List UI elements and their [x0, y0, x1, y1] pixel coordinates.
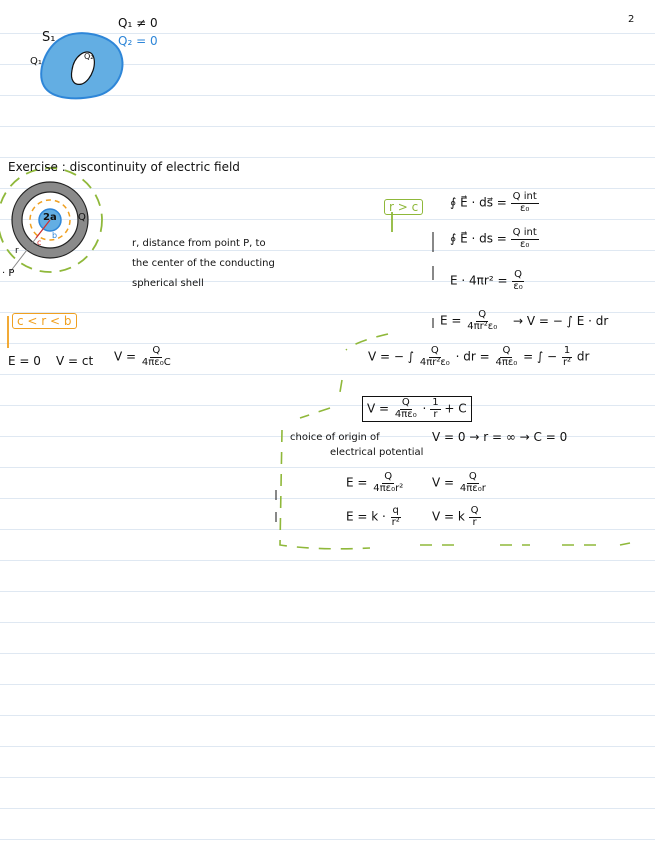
V-k-result: V = k $\frac{Q}{r}$ — [432, 505, 479, 528]
exercise-title: Exercise : discontinuity of electric field — [8, 160, 240, 174]
condition-2: Q₂ = 0 — [118, 34, 158, 48]
V-result: V = $\frac{Q}{\text{4πε₀r}}$ — [432, 471, 486, 494]
V-integral-expr: V = − ∫ $\frac{Q}{\text{4πr²ε₀}}$ · dr = $\frac{Q}{\text{4πε₀}}$ = ∫ − $\frac{1}{\text{r²}}$ dr — [368, 345, 590, 368]
description-line-2: the center of the conducting — [132, 258, 275, 269]
V-final-boxed: V = $\frac{Q}{\text{4πε₀}}$ · $\frac{1}{r}$ + C — [362, 396, 472, 422]
inner-E: E = 0 — [8, 354, 41, 368]
surface-label: S₁ — [42, 30, 56, 45]
inner-V: V = ct — [56, 354, 94, 368]
choice-note-1: choice of origin of — [290, 432, 380, 443]
condition-1: Q₁ ≠ 0 — [118, 16, 158, 30]
E-k-result: E = k · $\frac{q}{\text{r²}}$ — [346, 505, 400, 528]
gauss-law-1: ∮ E⃗ · ds⃗ = $\frac{\text{Q int}}{\text{ε₀}}$ — [450, 191, 537, 214]
c-label: c — [37, 238, 42, 247]
region-label-outer: r > c — [384, 199, 423, 215]
page-number: 2 — [628, 14, 635, 25]
description-line-3: spherical shell — [132, 278, 204, 289]
q2-label: Q₂ — [84, 52, 94, 61]
sphere-charge-label: Q — [78, 212, 86, 223]
inner-label: b — [52, 231, 58, 240]
sphere-center-label: 2a — [43, 212, 57, 223]
E-field-expr: E = $\frac{Q}{\text{4πr²ε₀}}$ → V = − ∫ E · dr — [440, 309, 609, 332]
choice-note-2: electrical potential — [330, 447, 424, 458]
gauss-law-2: ∮ E⃗ · ds = $\frac{\text{Q int}}{\text{ε₀}}$ — [450, 227, 537, 250]
gauss-law-3: E · 4πr² = $\frac{Q}{\text{ε₀}}$ — [450, 269, 523, 292]
q1-label: Q₁ — [30, 56, 42, 67]
radius-label: r — [15, 246, 19, 256]
inner-V-expr: V = $\frac{Q}{\text{4πε₀C}}$ — [114, 345, 171, 368]
description-line-1: r, distance from point P, to — [132, 238, 266, 249]
choice-result: V = 0 → r = ∞ → C = 0 — [432, 430, 568, 444]
E-result: E = $\frac{Q}{\text{4πε₀r²}}$ — [346, 471, 404, 494]
region-label-inner: c < r < b — [12, 313, 77, 329]
point-label: · P — [2, 268, 15, 279]
